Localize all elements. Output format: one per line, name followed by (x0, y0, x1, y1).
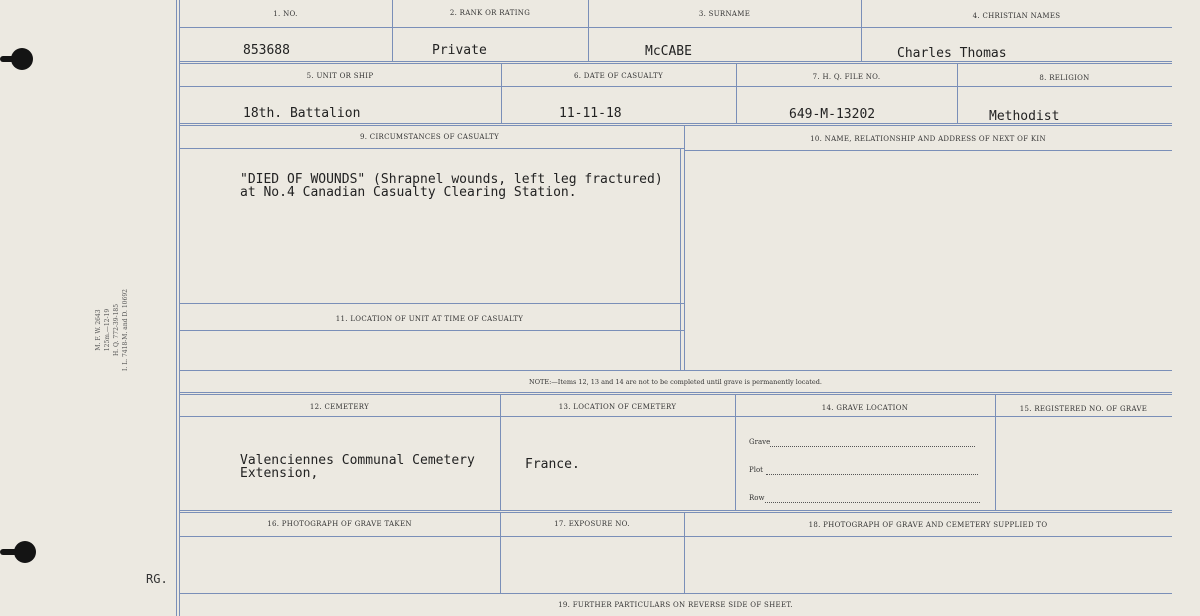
form-number-line: H. Q. 772-39-185 (113, 303, 120, 357)
field-circumstances-line: at No.4 Canadian Casualty Clearing Station. (240, 185, 577, 200)
field-date-label: 6. DATE OF CASUALTY (573, 72, 664, 80)
binder-hole-top-tail (0, 56, 16, 62)
note-text: NOTE:—Items 12, 13 and 14 are not to be completed until grave is permanently located. (529, 378, 822, 386)
grave-line-label: Grave (749, 438, 771, 446)
rule (684, 126, 685, 370)
rule (179, 148, 684, 149)
field-no-value: 853688 (243, 43, 290, 58)
rule (680, 148, 681, 370)
rule (179, 303, 684, 304)
rule (179, 416, 1172, 417)
field-cemetery-label: 12. CEMETERY (309, 403, 370, 411)
field-date-value: 11-11-18 (559, 106, 622, 121)
field-registered-no-label: 15. REGISTERED NO. OF GRAVE (1019, 405, 1148, 413)
field-cemetery-location-label: 13. LOCATION OF CEMETERY (558, 403, 677, 411)
rule (179, 510, 1172, 513)
grave-line (770, 446, 975, 447)
row-line (765, 502, 980, 503)
field-hq-file-label: 7. H. Q. FILE NO. (812, 73, 881, 81)
field-grave-location-label: 14. GRAVE LOCATION (821, 404, 909, 412)
plot-line (766, 474, 978, 475)
field-christian-names-value: Charles Thomas (897, 46, 1007, 61)
row-line-label: Row (749, 494, 765, 502)
rule (179, 27, 1172, 28)
field-rank-value: Private (432, 43, 487, 58)
field-circumstances-label: 9. CIRCUMSTANCES OF CASUALTY (359, 133, 499, 141)
rule (179, 61, 1172, 64)
field-photo-taken-label: 16. PHOTOGRAPH OF GRAVE TAKEN (267, 520, 412, 528)
field-cemetery-line: Extension, (240, 466, 319, 481)
field-circumstances-line: "DIED OF WOUNDS" (Shrapnel wounds, left leg fractured) (240, 172, 663, 187)
plot-line-label: Plot (749, 466, 763, 474)
field-cemetery-line: Valenciennes Communal Cemetery (240, 453, 475, 468)
field-surname-value: McCABE (645, 44, 692, 59)
form-number-print (94, 289, 130, 371)
field-christian-names-label: 4. CHRISTIAN NAMES (972, 12, 1061, 20)
field-unit-value: 18th. Battalion (243, 106, 361, 121)
rule (179, 330, 684, 331)
rule (179, 86, 1172, 87)
field-photo-supplied-label: 18. PHOTOGRAPH OF GRAVE AND CEMETERY SUPPLIED TO (808, 521, 1048, 529)
binder-hole-bottom-tail (0, 549, 18, 555)
rule (684, 150, 1172, 151)
field-cemetery-location-value: France. (525, 457, 580, 472)
field-surname-label: 3. SURNAME (698, 10, 751, 18)
form-number-line: I. L. 7418-M. and D. 10692 (122, 289, 129, 371)
field-further-particulars-label: 19. FURTHER PARTICULARS ON REVERSE SIDE OF SHEET. (558, 601, 793, 609)
field-next-of-kin-label: 10. NAME, RELATIONSHIP AND ADDRESS OF NEXT OF KIN (810, 135, 1046, 143)
field-exposure-label: 17. EXPOSURE NO. (554, 520, 630, 528)
form-left-border (176, 0, 177, 616)
rule (957, 64, 958, 123)
rg-mark: RG. (146, 572, 168, 586)
field-religion-label: 8. RELIGION (1039, 74, 1090, 82)
rule (500, 395, 501, 510)
rule (179, 370, 1172, 371)
rule (735, 395, 736, 510)
field-religion-value: Methodist (989, 109, 1060, 124)
rule (179, 593, 1172, 594)
form-number-line: M. F. W. 2643 (95, 309, 102, 351)
field-unit-location-label: 11. LOCATION OF UNIT AT TIME OF CASUALTY (335, 315, 524, 323)
form-number-line: 125m.—12-19 (104, 308, 111, 352)
field-no-label: 1. NO. (273, 10, 298, 18)
rule (179, 536, 1172, 537)
field-rank-label: 2. RANK OR RATING (449, 9, 531, 17)
rule (861, 0, 862, 61)
field-unit-label: 5. UNIT OR SHIP (306, 72, 374, 80)
rule (179, 392, 1172, 395)
field-hq-file-value: 649-M-13202 (789, 107, 876, 122)
